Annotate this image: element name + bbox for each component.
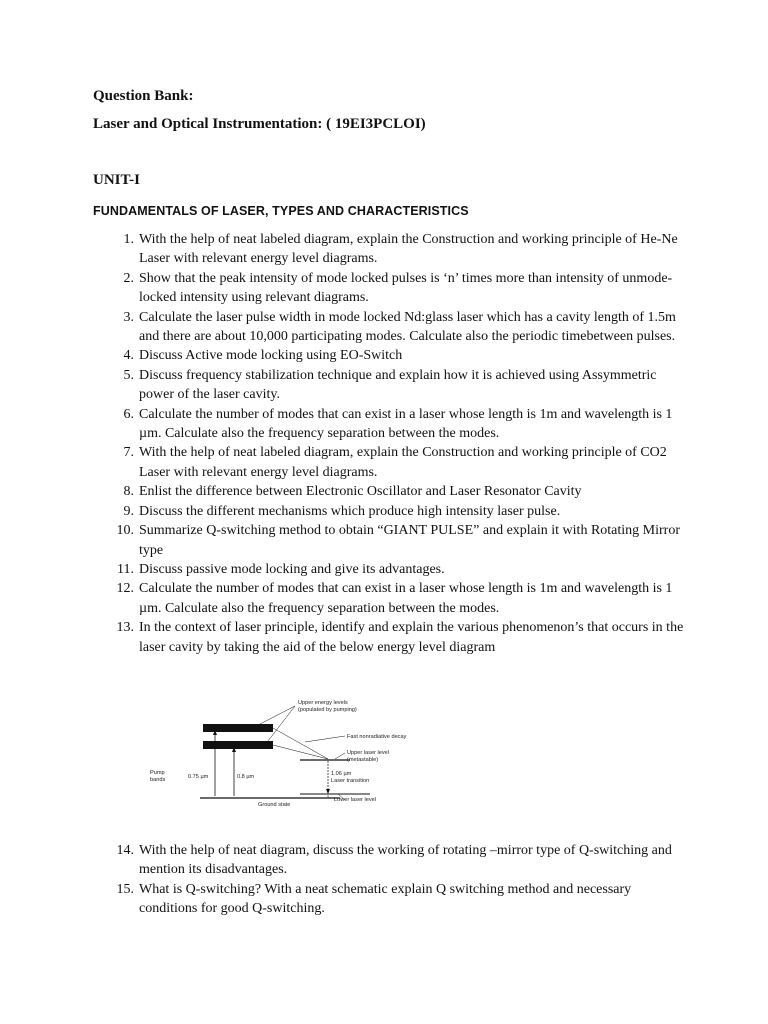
- question-number: 4.: [123, 348, 134, 364]
- question-item: [0, 521, 684, 560]
- question-list-part1: [0, 230, 768, 657]
- label-wl1: 0.75 µm: [188, 774, 209, 780]
- question-item: [0, 230, 684, 269]
- decay-line-1: [273, 728, 328, 759]
- question-text: With the help of neat labeled diagram, explain the Construction and working principle of CO2 Laser with relevant energy level diagrams.: [139, 445, 667, 480]
- pointer-upper-levels-2: [268, 706, 295, 741]
- question-number: 9.: [123, 503, 134, 519]
- question-item: [0, 560, 684, 579]
- decay-line-2: [273, 745, 328, 759]
- label-pump-1: Pump: [150, 770, 165, 776]
- question-text: Summarize Q-switching method to obtain “GIANT PULSE” and explain it with Rotating Mirror type: [139, 523, 680, 558]
- label-laser-transition: Laser transition: [331, 778, 370, 784]
- question-number: 13.: [116, 620, 134, 636]
- question-item: [0, 618, 684, 657]
- label-upper-levels-1: Upper energy levels: [298, 700, 348, 706]
- question-text: Show that the peak intensity of mode locked pulses is ‘n’ times more than intensity of unmode-locked intensity using relevant diagrams.: [139, 270, 673, 306]
- question-item: [0, 308, 684, 347]
- question-number: 7.: [123, 445, 134, 461]
- pump-band-lower: [203, 741, 273, 749]
- question-bank-heading: Question Bank:: [93, 88, 194, 104]
- label-wl3: 1.06 µm: [331, 771, 352, 777]
- question-number: 5.: [123, 367, 134, 383]
- question-number: 1.: [123, 232, 134, 247]
- pointer-fast-decay: [305, 736, 345, 742]
- question-text: Discuss the different mechanisms which produce high intensity laser pulse.: [139, 503, 561, 519]
- label-pump-2: bands: [150, 777, 166, 783]
- question-number: 15.: [116, 881, 134, 897]
- pump-band-upper: [203, 724, 273, 732]
- pointer-upper-laser: [335, 753, 345, 759]
- label-lower-laser: Lower laser level: [334, 797, 376, 803]
- question-item: [0, 346, 684, 365]
- question-number: 14.: [116, 843, 134, 858]
- energy-level-diagram: [140, 694, 440, 824]
- question-text: In the context of laser principle, identify and explain the various phenomenon’s that occurs in the laser cavity by taking the aid of the below energy level diagram: [139, 620, 684, 655]
- question-number: 8.: [123, 484, 134, 500]
- label-fast-decay: Fast nonradiative decay: [347, 734, 407, 740]
- question-item: [0, 482, 684, 501]
- question-number: 3.: [123, 309, 134, 325]
- question-number: 10.: [116, 523, 134, 539]
- question-text: Calculate the laser pulse width in mode locked Nd:glass laser which has a cavity length of 1.5m and there are about 10,000 participating modes. Calculate also the periodic timebetween pulses.: [139, 309, 676, 345]
- question-item: [0, 269, 684, 308]
- label-wl2: 0.8 µm: [237, 774, 255, 780]
- section-title: FUNDAMENTALS OF LASER, TYPES AND CHARACTERISTICS: [93, 204, 469, 218]
- question-text: With the help of neat diagram, discuss the working of rotating –mirror type of Q-switching and mention its disadvantages.: [139, 843, 672, 878]
- question-item: [0, 502, 684, 521]
- label-upper-levels-2: (populated by pumping): [298, 707, 357, 713]
- question-text: Calculate the number of modes that can exist in a laser whose length is 1m and wavelength is 1 µm. Calculate also the frequency separation between the modes.: [139, 581, 673, 616]
- unit-heading: UNIT-I: [93, 172, 140, 188]
- question-text: With the help of neat labeled diagram, explain the Construction and working principle of He-Ne Laser with relevant energy level diagrams.: [139, 232, 678, 267]
- question-number: 2.: [123, 270, 134, 286]
- question-list-part2: [0, 841, 768, 919]
- laser-transition-head: [326, 789, 330, 794]
- question-text: Discuss passive mode locking and give its advantages.: [139, 561, 445, 577]
- pointer-upper-levels-1: [260, 706, 295, 724]
- question-text: Discuss Active mode locking using EO-Switch: [139, 348, 403, 364]
- label-ground: Ground state: [258, 802, 291, 808]
- question-text: What is Q-switching? With a neat schematic explain Q switching method and necessary conditions for good Q-switching.: [139, 881, 632, 917]
- question-item: [0, 443, 684, 482]
- question-number: 11.: [117, 561, 134, 577]
- question-item: [0, 366, 684, 405]
- question-text: Discuss frequency stabilization technique and explain how it is achieved using Assymmetric power of the laser cavity.: [139, 367, 657, 403]
- label-upper-laser-2: (metastable): [347, 757, 379, 763]
- question-number: 12.: [116, 581, 134, 597]
- question-item: [0, 880, 684, 919]
- question-number: 6.: [123, 406, 134, 422]
- course-title: Laser and Optical Instrumentation: ( 19EI3PCLOI): [93, 116, 426, 132]
- label-upper-laser-1: Upper laser level: [347, 750, 389, 756]
- question-item: [0, 579, 684, 618]
- question-text: Enlist the difference between Electronic Oscillator and Laser Resonator Cavity: [139, 484, 582, 500]
- question-item: [0, 841, 684, 880]
- question-item: [0, 405, 684, 444]
- question-text: Calculate the number of modes that can exist in a laser whose length is 1m and wavelength is 1 µm. Calculate also the frequency separation between the modes.: [139, 406, 673, 442]
